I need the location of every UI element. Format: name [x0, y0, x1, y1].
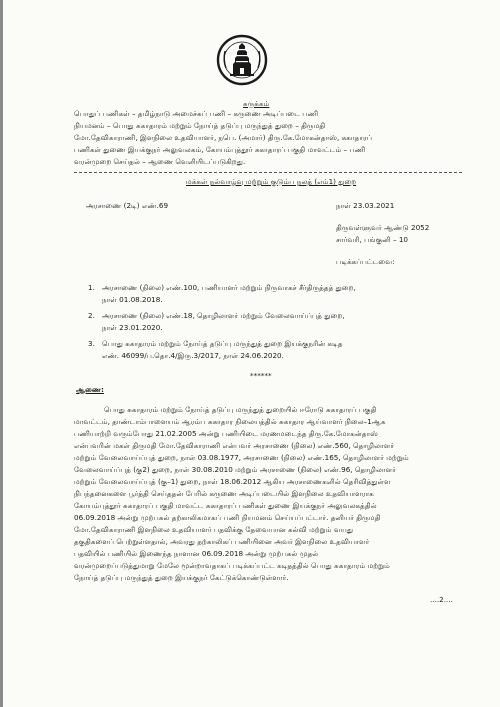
summary-line: பணிகள் துணை இயக்குநர் அலுவலகம், கோயம்புத்தூர் சுகாதாரப் பகுதி மாவட்டம் – பணி: [74, 145, 366, 154]
reference-number: 3.: [88, 339, 95, 348]
body-line: தகுதிகளைப் பெற்றுள்ளதால், அவரது தற்காலிகப் பணியினை அவர் இளநிலை உதவியாளர்: [74, 537, 370, 546]
body-line: மற்றும் வேலைவாய்ப்புத் துறை, நாள் 03.08.1977, அரசாணை (நிலை) எண்.165, தொழிலாளர் மற்றும்: [74, 453, 409, 462]
reference-text: நாள் 01.08.2018.: [102, 295, 163, 304]
summary-title: சுருக்கம்: [243, 99, 270, 108]
body-line: வேலைவாய்ப்புத் (கு2) துறை, நாள் 30.08.2010 மற்றும் அரசாணை (நிலை) எண்.96, தொழிலாளர்: [74, 465, 396, 474]
read-label: படிக்கப்பட்டவை:: [336, 257, 395, 266]
body-line: பதவியில் பணியில் இணைந்த நாளான 06.09.2018 அன்று முற்பகல் முதல்: [74, 549, 319, 558]
order-date: நாள் 23.03.2021: [336, 201, 395, 210]
summary-line: வரன்முறை செய்தல் – ஆணை வெளியிடப்படுகிறது.: [74, 157, 246, 166]
order-label: ஆணை:: [76, 385, 104, 394]
divider: [74, 172, 462, 173]
body-line: பொது சுகாதாரம் மற்றும் நோய்த் தடுப்பு மருந்துத் துறையில் ஈரோடு சுகாதாரப் பகுதி: [104, 405, 377, 414]
body-line: நோய்த் தடுப்பு மருந்துத் துறை இயக்குநர் கேட்டுக்கொண்டுள்ளார்.: [74, 573, 289, 582]
separator-stars: ******: [250, 371, 272, 380]
scan-edge: [0, 0, 3, 707]
department-heading: மக்கள் நல்வாழ்வு மற்றும் குடும்ப நலத் (எம்1) துறை: [186, 177, 357, 186]
body-line: நிபந்தனைகளை பூர்த்தி செய்ததன் பேரில் கருணை அடிப்படையில் இளநிலை உதவியாளராக: [74, 489, 374, 498]
body-line: 06.09.2018 அன்று முற்பகல் தற்காலிகமாகப் பணி நியமனம் செய்யப்பட்டார். தனியர் திருமதி: [74, 513, 381, 522]
body-line: மோ.தேவிகாராணி இளநிலை உதவியாளர் பதவிக்கு தேவையான கல்வி மற்றும் வயது: [74, 525, 354, 534]
summary-line: நியமனம் – பொது சுகாதாரம் மற்றும் நோய்த் தடுப்பு மருந்துத் துறை – திருமதி: [74, 121, 326, 130]
summary-line: பொதுப் பணிகள் – தமிழ்நாடு அமைச்சுப் பணி – கருணை அடிப்படை பணி: [74, 109, 319, 118]
reference-text: அரசாணை (நிலை) எண்.18, தொழிலாளர் மற்றும் வேலைவாய்ப்புத் துறை,: [102, 311, 345, 320]
body-line: என்பவரின் மகள் திருமதி மோ.தேவிகாராணி என்பவர் அரசாணை (நிலை) எண்.560, தொழிலாளர்: [74, 441, 395, 450]
reference-text: அரசாணை (நிலை) எண்.100, பணியாளர் மற்றும் நிருவாகச் சீர்திருத்தத் துறை,: [102, 283, 356, 292]
reference-text: நாள் 23.01.2020.: [102, 323, 163, 332]
body-line: கோயம்புத்தூர் சுகாதாரப் பகுதி மாவட்ட சுகாதாரப் பணிகள் துணை இயக்குநர் அலுவலகத்தில்: [74, 501, 377, 510]
reference-number: 1.: [88, 283, 95, 292]
tamil-date: சார்வரி, பங்குனி – 10: [336, 235, 409, 244]
reference-text: எண். 46099/ப.தொ.4/இரு.3/2017, நாள் 24.06.2020.: [102, 351, 284, 360]
body-line: மற்றும் வேலைவாய்ப்புத் (கு–1) துறை, நாள் 18.06.2012 ஆகிய அரசாணைகளில் தெரிவித்துள்ள: [74, 477, 391, 486]
body-line: பணியாற்றி வரும்போது 21.02.2005 அன்று பணியிடை மரணமடைந்த திரு.கே.மோகன்தாஸ்: [74, 429, 378, 438]
body-line: வரன்முறைப்படுத்துமாறு மேலே மூன்றாவதாகப் படிக்கப்பட்ட கடிதத்தில் பொது சுகாதாரம் மற்றும்: [74, 561, 390, 570]
page-continuation: ....2....: [430, 595, 453, 604]
tamil-year: திருவள்ளுவர் ஆண்டு 2052: [336, 223, 430, 232]
order-number: அரசாணை (2டி) எண்.69: [86, 201, 169, 210]
tamil-nadu-emblem-icon: [216, 34, 268, 86]
body-line: மாவட்டம், தாண்டாம்பாளையம் ஆரம்ப சுகாதார நிலையத்தில் சுகாதார ஆய்வாளர் நிலை–1ஆக: [74, 417, 386, 426]
reference-text: பொது சுகாதாரம் மற்றும் நோய்த் தடுப்பு மருந்துத் துறை இயக்குநரின் கடித: [102, 339, 343, 348]
reference-number: 2.: [88, 311, 95, 320]
summary-line: மோ.தேவிகாராணி, இளநிலை உதவியாளர், நபெ. (அமார்) திரு.கே.மோகன்தாஸ், சுகாதாரப்: [74, 133, 373, 142]
